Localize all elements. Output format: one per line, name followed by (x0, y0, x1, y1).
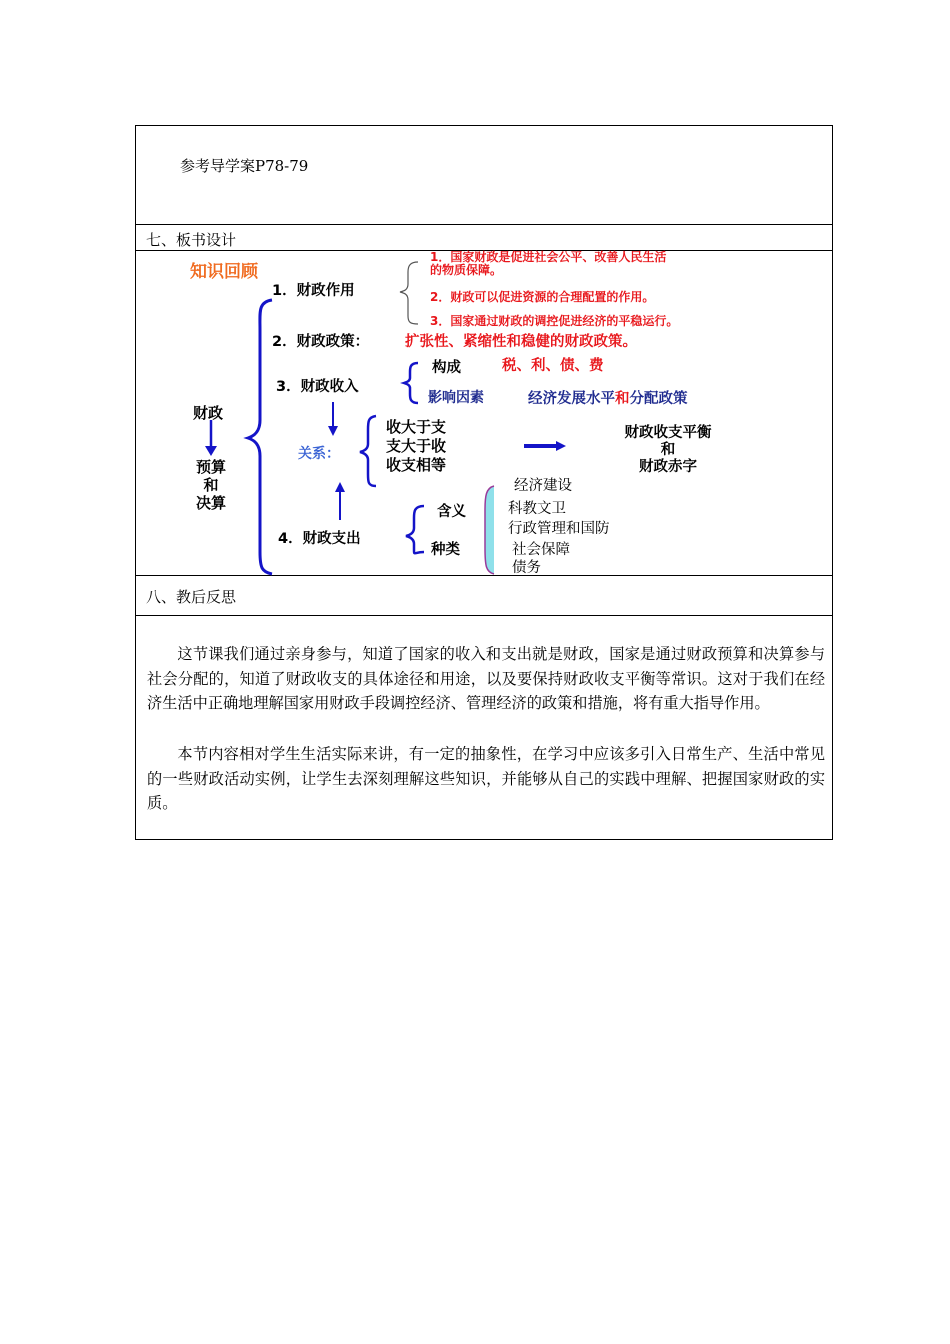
item1-brace (400, 262, 418, 324)
factors-value: 经济发展水平和分配政策 (528, 391, 688, 407)
item2-value: 扩张性、紧缩性和稳健的财政政策。 (405, 334, 637, 350)
section7-title: 七、板书设计 (146, 231, 237, 249)
composition-label: 构成 (432, 360, 461, 376)
composition-value: 税、利、债、费 (502, 358, 604, 374)
type-item: 债务 (512, 560, 541, 576)
center-top: 财政 (193, 404, 224, 422)
relation-result: 财政收支平衡 和 财政赤字 (624, 425, 712, 475)
reference-text: 参考导学案P78-79 (180, 157, 309, 175)
item4-label: 4．财政支出 (278, 531, 361, 547)
center-bottom: 预算 和 决算 (195, 458, 226, 512)
item4-brace (406, 506, 424, 553)
reflection-paragraph-2: 本节内容相对学生生活实际来讲，有一定的抽象性，在学习中应该多引入日常生产、生活中常见的一些财政活动实例，让学生去深刻理解这些知识，并能够从自己的实践中理解、把握国家财政的实质。 (147, 745, 825, 812)
diagram-heading: 知识回顾 (190, 262, 258, 282)
main-bracket (248, 300, 272, 574)
relation-cases: 收大于支 支大于收 收支相等 (386, 418, 447, 474)
item1-label: 1．财政作用 (272, 283, 355, 299)
item3-label: 3．财政收入 (276, 379, 359, 395)
meaning-label: 含义 (437, 504, 466, 520)
type-item: 经济建设 (514, 478, 572, 494)
factors-label: 影响因素 (428, 390, 484, 406)
relation-label: 关系： (298, 446, 340, 462)
type-item: 科教文卫 (508, 501, 566, 517)
item1-point-3: 3．国家通过财政的调控促进经济的平稳运行。 (430, 314, 679, 328)
section8-title: 八、教后反思 (146, 588, 237, 606)
relation-brace (360, 416, 376, 486)
reflection-paragraph-1: 这节课我们通过亲身参与，知道了国家的收入和支出就是财政，国家是通过财政预算和决算参与社会分配的，知道了财政收支的具体途径和用途，以及要保持财政收支平衡等常识。这对于我们在经济生活中正确地理解国家用财政手段调控经济、管理经济的政策和措施，将有重大指导作用。 (147, 645, 825, 712)
types-label: 种类 (431, 542, 460, 558)
type-item: 社会保障 (512, 542, 570, 558)
types-brace-shade (485, 486, 494, 574)
item1-point-1: 1．国家财政是促进社会公平、改善人民生活 的物质保障。 (430, 250, 667, 277)
item1-point-2: 2．财政可以促进资源的合理配置的作用。 (430, 290, 655, 304)
type-item: 行政管理和国防 (508, 521, 610, 537)
item3-brace (404, 363, 418, 403)
item2-label: 2．财政政策： (272, 334, 370, 350)
